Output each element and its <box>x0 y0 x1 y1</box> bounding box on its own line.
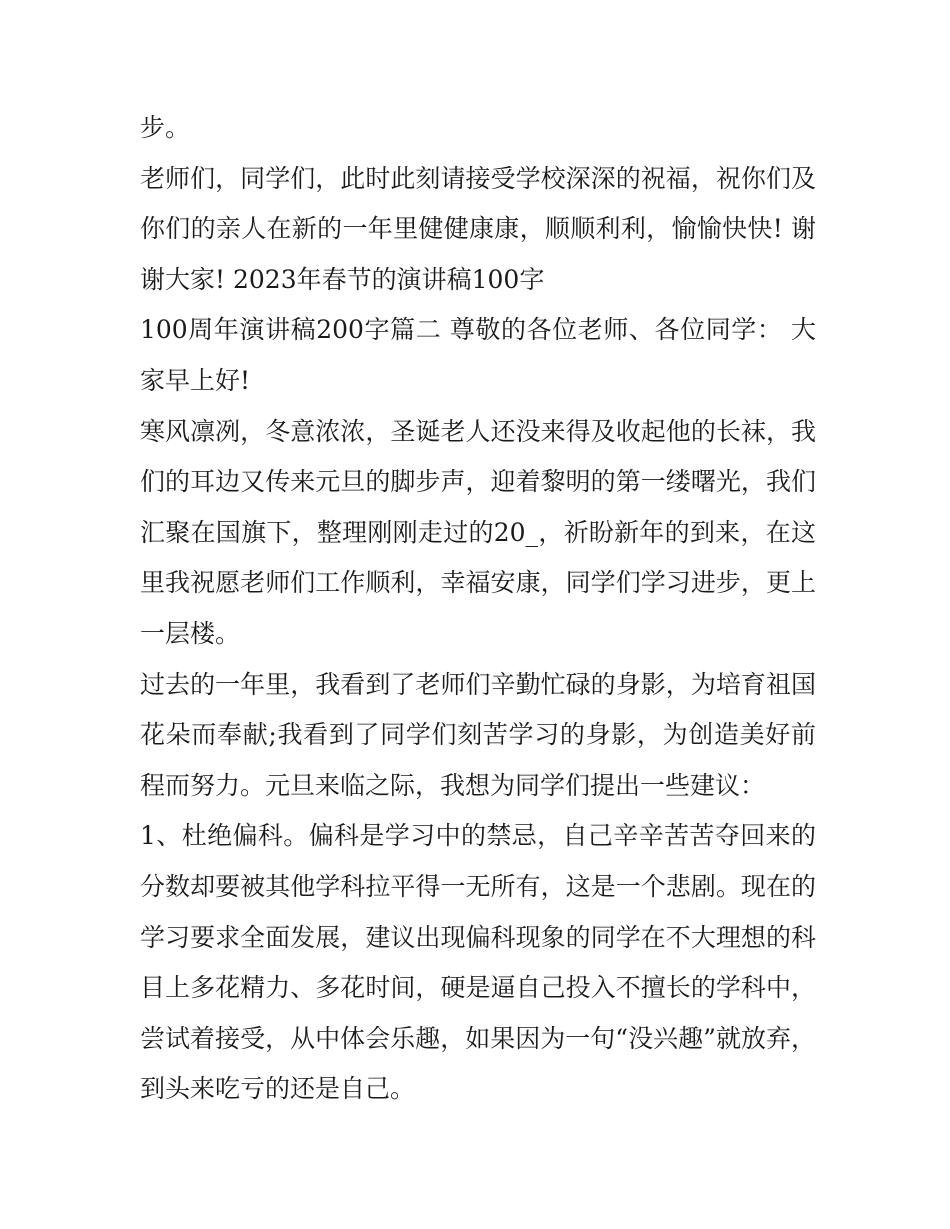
paragraph-2 <box>140 154 816 306</box>
paragraph-4 <box>140 407 816 660</box>
text-line: 花朵而奉献;我看到了同学们刻苦学习的身影，为创造美好前 <box>140 720 816 750</box>
text-line: 寒风凛冽，冬意浓浓，圣诞老人还没来得及收起他的长袜，我 <box>140 416 816 446</box>
paragraph-6 <box>140 811 816 1115</box>
text-line: 到头来吃亏的还是自己。 <box>140 1074 416 1104</box>
document-body <box>140 103 816 1115</box>
text-line: 目上多花精力、多花时间，硬是逼自己投入不擅长的学科中， <box>140 973 816 1003</box>
text-line: 过去的一年里，我看到了老师们辛勤忙碌的身影，为培育祖国 <box>140 669 816 699</box>
paragraph-3 <box>140 305 816 406</box>
text-line: 100周年演讲稿200字篇二 尊敬的各位老师、各位同学： 大 <box>140 315 816 345</box>
text-line: 程而努力。元旦来临之际，我想为同学们提出一些建议： <box>140 770 766 800</box>
text-line: 谢大家! 2023年春节的演讲稿100字 <box>140 264 545 294</box>
paragraph-1 <box>140 103 816 154</box>
text-line: 尝试着接受，从中体会乐趣，如果因为一句“没兴趣”就放弃， <box>140 1023 816 1053</box>
text-line: 一层楼。 <box>140 618 241 648</box>
text-line: 老师们，同学们，此时此刻请接受学校深深的祝福，祝你们及 <box>140 163 816 193</box>
paragraph-5 <box>140 660 816 812</box>
text-line: 分数却要被其他学科拉平得一无所有，这是一个悲剧。现在的 <box>140 871 816 901</box>
text-line: 汇聚在国旗下，整理刚刚走过的20_，祈盼新年的到来，在这 <box>140 517 816 547</box>
text-line: 学习要求全面发展，建议出现偏科现象的同学在不大理想的科 <box>140 922 816 952</box>
text-line: 里我祝愿老师们工作顺利，幸福安康，同学们学习进步，更上 <box>140 568 816 598</box>
text-line: 家早上好! <box>140 365 251 395</box>
text-line: 1、杜绝偏科。偏科是学习中的禁忌，自己辛辛苦苦夺回来的 <box>140 821 816 851</box>
text-line: 你们的亲人在新的一年里健健康康，顺顺利利，愉愉快快! 谢 <box>140 214 816 244</box>
text-line: 们的耳边又传来元旦的脚步声，迎着黎明的第一缕曙光，我们 <box>140 467 816 497</box>
text-line: 步。 <box>140 113 191 142</box>
